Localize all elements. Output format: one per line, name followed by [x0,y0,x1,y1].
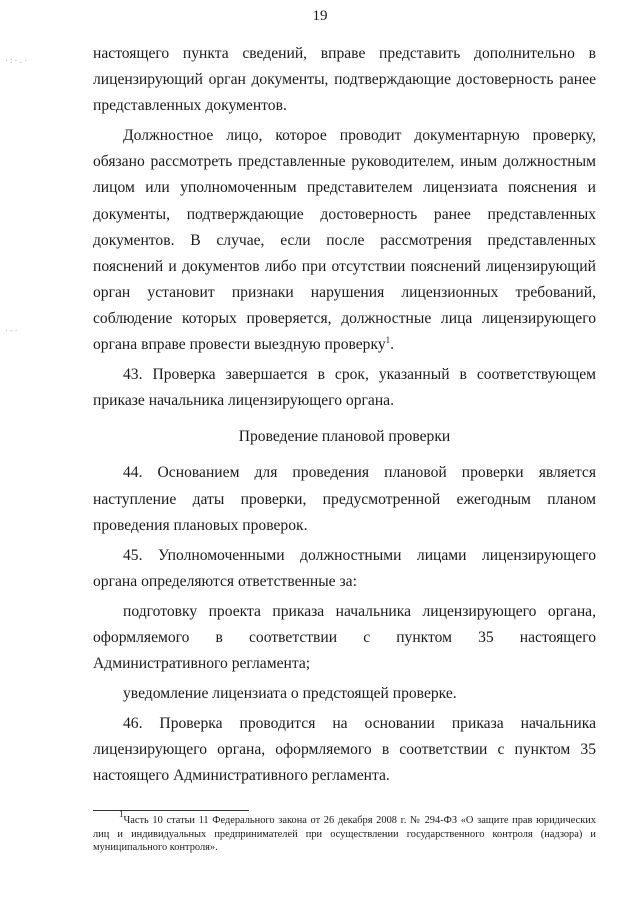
paragraph-end: . [390,336,395,354]
paragraph-43: 43. Проверка завершается в срок, указанный в соответствующем приказе начальника лицензирующего органа. [93,366,596,410]
footnote-text: Часть 10 статьи 11 Федерального закона от 26 декабря 2008 г. № 294-ФЗ «О защите прав юридических лиц и индивидуальных предпринимателей при осуществлении государственного контроля (надзора) и муниципального контроля». [93,815,596,853]
section-heading: Проведение плановой проверки [238,428,451,446]
page-number: 19 [312,8,328,24]
footnote-reference: 1 [385,335,391,346]
footnote-divider [93,810,249,811]
paragraph-44: 44. Основанием для проведения плановой проверки является наступление даты проверки, предусмотренной ежегодным планом проведения плановых проверок. [93,464,596,534]
scan-artifact: ·:·.· [4,56,29,65]
document-body [93,41,596,790]
paragraph-45-item-1: подготовку проекта приказа начальника лицензирующего органа, оформляемого в соответствии с пунктом 35 настоящего Административного регламента; [93,602,596,673]
paragraph-text: Должностное лицо, которое проводит документарную проверку, обязано рассмотреть представленные руководителем, иным должностным лицом или уполномоченным представителем лицензиата пояснения и документы, подтверждающие достоверность ранее представленных документов. В случае, если после рассмотрения представленных пояснений и документов либо при отсутствии пояснений лицензирующий орган установит признаки нарушения лицензионных требований, соблюдение которых проверяется, должностные лица лицензирующего органа вправе провести выездную проверку [93,127,596,354]
paragraph-45: 45. Уполномоченными должностными лицами лицензирующего органа определяются ответственные за: [93,546,596,590]
footnote-marker: 1 [119,809,124,819]
paragraph-46: 46. Проверка проводится на основании приказа начальника лицензирующего органа, оформляемого в соответствии с пунктом 35 настоящего Административного регламента. [93,715,596,785]
paragraph-45-item-2: уведомление лицензиата о предстоящей проверке. [123,685,457,703]
footnote [93,809,596,855]
scan-artifact: ·-· [4,326,19,335]
paragraph-continuation: настоящего пункта сведений, вправе представить дополнительно в лицензирующий орган документы, подтверждающие достоверность ранее представленных документов. [93,45,596,115]
paragraph-documentary-check [93,123,596,358]
